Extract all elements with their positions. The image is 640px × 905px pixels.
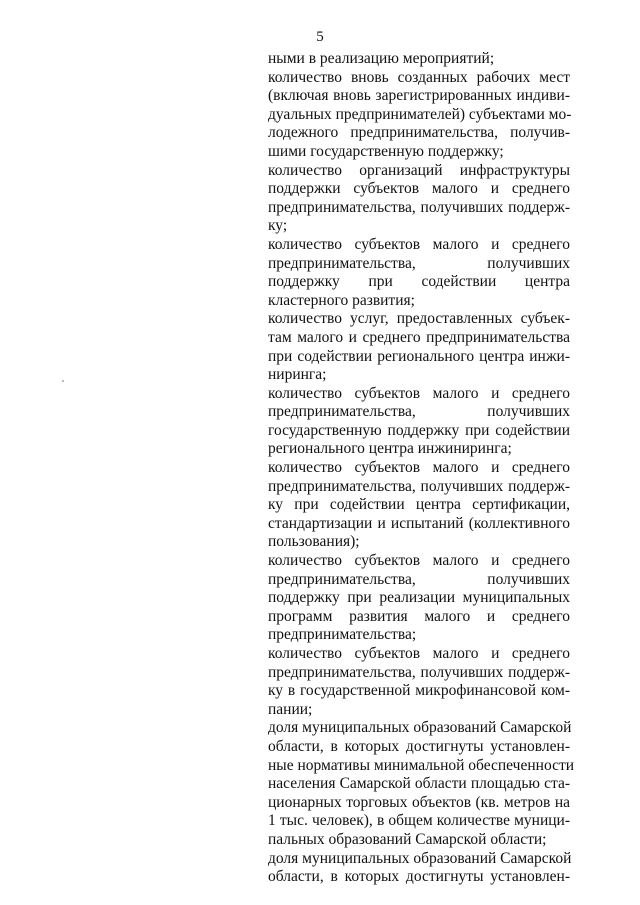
- text-line: предпринимательства, получивших поддерж-: [268, 198, 570, 216]
- text-line: доля муниципальных образований Самарской: [268, 719, 572, 737]
- text-line: там малого и среднего предпринимательства: [268, 328, 570, 346]
- text-line: количество субъектов малого и среднего: [268, 459, 570, 477]
- text-line: 1 тыс. человек), в общем количестве муници-: [268, 812, 570, 830]
- text-line: ку при содействии центра сертификации,: [268, 496, 570, 514]
- text-line: предпринимательства, получивших поддерж-: [268, 663, 570, 681]
- text-line: количество субъектов малого и среднего: [268, 235, 570, 253]
- text-line: количество субъектов малого и среднего: [268, 645, 570, 662]
- text-line: области, в которых достигнуты установлен-: [268, 737, 570, 755]
- text-line: ными в реализацию мероприятий;: [268, 50, 495, 67]
- text-line: ку;: [268, 217, 288, 235]
- text-line: кластерного развития;: [268, 291, 415, 309]
- text-line: поддержку при содействии центра: [268, 273, 570, 291]
- text-line: предпринимательства, получивших поддерж-: [268, 477, 570, 495]
- text-line: предпринимательства, получивших: [268, 403, 570, 421]
- document-body: [268, 50, 575, 887]
- text-line: количество организаций инфраструктуры: [268, 161, 570, 179]
- scan-speck: [62, 380, 64, 382]
- text-line: стандартизации и испытаний (коллективного: [268, 514, 570, 532]
- text-line: пании;: [268, 700, 313, 718]
- text-line: программ развития малого и среднего: [268, 607, 570, 625]
- text-line: регионального центра инжиниринга;: [268, 440, 512, 458]
- text-line: количество услуг, предоставленных субъек-: [268, 310, 570, 328]
- text-line: пальных образований Самарской области;: [268, 830, 547, 848]
- text-line: лодежного предпринимательства, получив-: [268, 124, 570, 142]
- text-line: при содействии регионального центра инжи-: [268, 347, 570, 365]
- text-line: доля муниципальных образований Самарской: [268, 849, 572, 867]
- text-line: поддержки субъектов малого и среднего: [268, 180, 570, 198]
- text-line: (включая вновь зарегистрированных индиви-: [268, 87, 570, 105]
- text-line: ниринга;: [268, 366, 327, 384]
- text-line: поддержку при реализации муниципальных: [268, 589, 570, 607]
- text-line: количество вновь созданных рабочих мест: [268, 68, 570, 86]
- text-line: государственную поддержку при содействии: [268, 421, 570, 439]
- text-line: предпринимательства, получивших: [268, 254, 570, 272]
- text-line: пользования);: [268, 533, 360, 551]
- text-line: дуальных предпринимателей) субъектами мо-: [268, 105, 572, 123]
- text-line: количество субъектов малого и среднего: [268, 384, 570, 402]
- text-line: количество субъектов малого и среднего: [268, 552, 570, 570]
- text-line: населения Самарской области площадью ста-: [268, 775, 570, 793]
- text-line: области, в которых достигнуты установлен-: [268, 868, 570, 886]
- text-line: предпринимательства, получивших: [268, 570, 570, 588]
- text-line: ку в государственной микрофинансовой ком-: [268, 682, 570, 700]
- text-line: ные нормативы минимальной обеспеченности: [268, 756, 575, 774]
- text-line: ционарных торговых объектов (кв. метров на: [268, 793, 570, 811]
- text-line: предпринимательства;: [268, 626, 417, 644]
- page-number: 5: [316, 29, 324, 45]
- text-line: шими государственную поддержку;: [268, 142, 504, 160]
